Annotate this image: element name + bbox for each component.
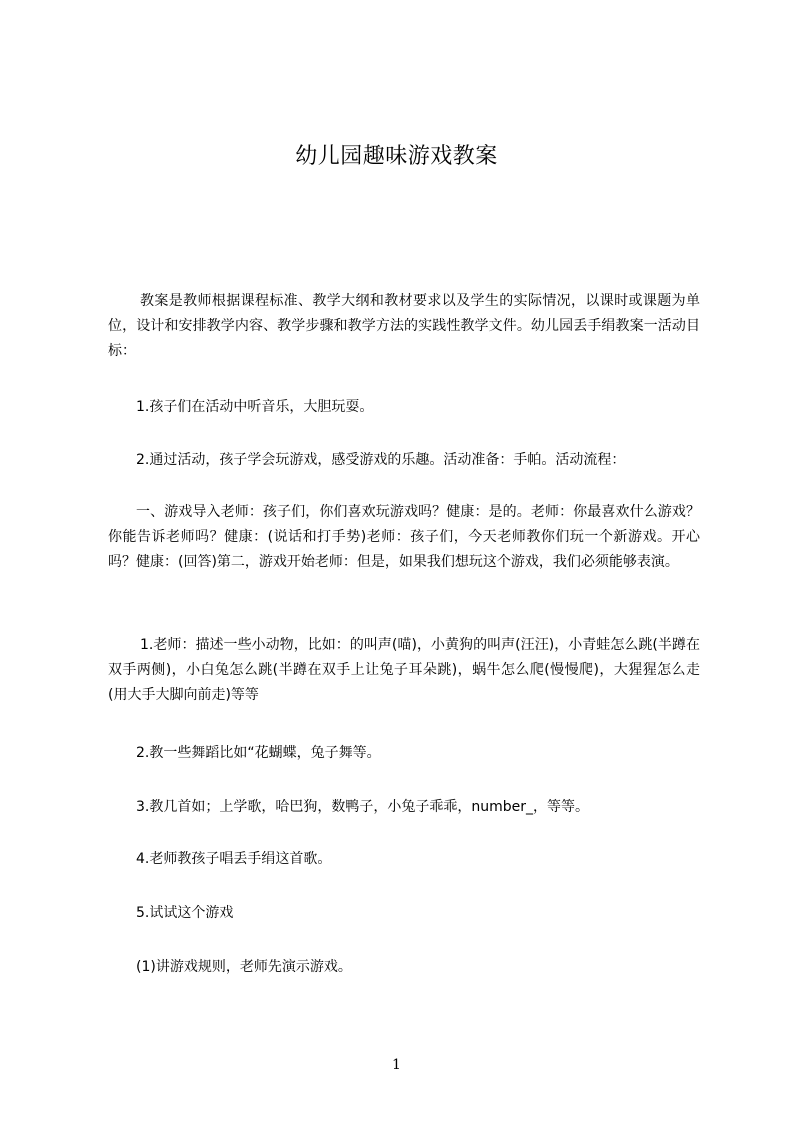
activity-item-2: 2.教一些舞蹈比如“花蝴蝶，兔子舞等。 bbox=[136, 745, 381, 761]
activity-item-1: 1.老师：描述一些小动物，比如：的叫声(喵)，小黄狗的叫声(汪汪)，小青蛙怎么跳(半蹲在双手两侧)，小白兔怎么跳(半蹲在双手上让兔子耳朵跳)，蜗牛怎么爬(慢慢爬)，大猩猩怎么走(用大手大脚向前走)等等 bbox=[108, 637, 700, 703]
activity-item-5: 5.试试这个游戏 bbox=[136, 905, 234, 921]
goal-item-2: 2.通过活动，孩子学会玩游戏，感受游戏的乐趣。活动准备：手帕。活动流程： bbox=[136, 452, 626, 468]
document-title: 幼儿园趣味游戏教案 bbox=[295, 144, 498, 169]
step-one-paragraph: 一、游戏导入老师：孩子们，你们喜欢玩游戏吗？健康：是的。老师：你最喜欢什么游戏？你能告诉老师吗？健康：(说话和打手势)老师：孩子们，今天老师教你们玩一个新游戏。开心吗？健康：(回答)第二，游戏开始老师：但是，如果我们想玩这个游戏，我们必须能够表演。 bbox=[108, 504, 700, 570]
activity-item-4: 4.老师教孩子唱丢手绢这首歌。 bbox=[136, 851, 332, 867]
page-number: 1 bbox=[392, 1057, 401, 1073]
activity-item-3: 3.教几首如；上学歌，哈巴狗，数鸭子，小兔子乖乖，number_，等等。 bbox=[136, 799, 589, 815]
goal-item-1: 1.孩子们在活动中听音乐，大胆玩耍。 bbox=[136, 399, 374, 415]
sub-item-1: (1)讲游戏规则，老师先演示游戏。 bbox=[136, 959, 352, 975]
intro-paragraph: 教案是教师根据课程标准、教学大纲和教材要求以及学生的实际情况，以课时或课题为单位，设计和安排教学内容、教学步骤和教学方法的实践性教学文件。幼儿园丢手绢教案一活动目标： bbox=[108, 293, 700, 359]
